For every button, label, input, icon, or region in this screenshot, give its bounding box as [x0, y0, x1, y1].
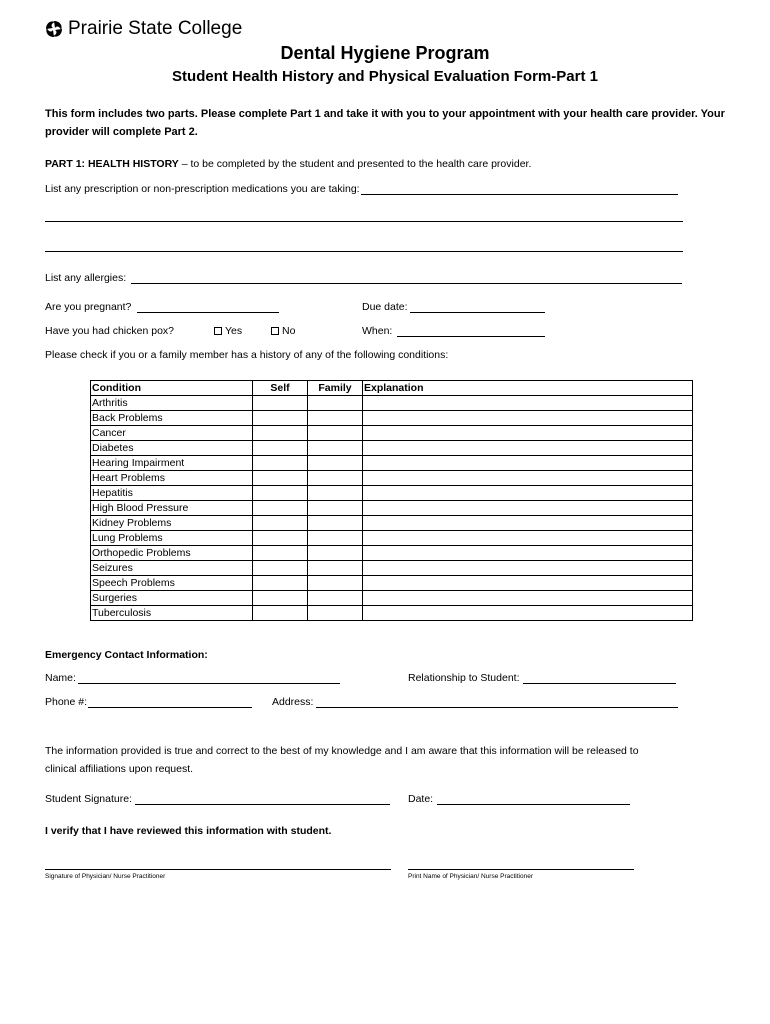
condition-name: Hepatitis: [91, 486, 253, 501]
allergies-field[interactable]: [131, 283, 682, 284]
table-row: [91, 546, 693, 561]
condition-name: Kidney Problems: [91, 516, 253, 531]
table-row: [91, 486, 693, 501]
physician-print-name-field[interactable]: [408, 869, 634, 870]
relationship-field[interactable]: [523, 683, 676, 684]
family-checkbox-cell[interactable]: [308, 516, 363, 531]
family-checkbox-cell[interactable]: [308, 471, 363, 486]
explanation-cell[interactable]: [363, 426, 693, 441]
family-checkbox-cell[interactable]: [308, 576, 363, 591]
family-checkbox-cell[interactable]: [308, 591, 363, 606]
student-signature-field[interactable]: [135, 804, 390, 805]
condition-name: Orthopedic Problems: [91, 546, 253, 561]
table-header-row: [91, 381, 693, 396]
college-logo: [44, 18, 242, 40]
form-title: Student Health History and Physical Evaluation Form-Part 1: [172, 68, 598, 85]
table-row: [91, 516, 693, 531]
allergies-label: List any allergies:: [45, 272, 127, 284]
medications-field-line-2[interactable]: [45, 221, 683, 222]
chicken-pox-label: Have you had chicken pox?: [45, 325, 174, 337]
conditions-table: [90, 380, 693, 621]
explanation-cell[interactable]: [363, 501, 693, 516]
explanation-cell[interactable]: [363, 591, 693, 606]
family-checkbox-cell[interactable]: [308, 411, 363, 426]
family-checkbox-cell[interactable]: [308, 606, 363, 621]
yes-label: Yes: [225, 325, 243, 337]
self-checkbox-cell[interactable]: [253, 456, 308, 471]
table-row: [91, 456, 693, 471]
name-field[interactable]: [78, 683, 340, 684]
part1-heading-line: [45, 158, 531, 170]
family-checkbox-cell[interactable]: [308, 456, 363, 471]
explanation-cell[interactable]: [363, 411, 693, 426]
self-checkbox-cell[interactable]: [253, 576, 308, 591]
condition-name: Heart Problems: [91, 471, 253, 486]
condition-name: Arthritis: [91, 396, 253, 411]
family-checkbox-cell[interactable]: [308, 396, 363, 411]
student-signature-label: Student Signature:: [45, 793, 132, 805]
self-checkbox-cell[interactable]: [253, 396, 308, 411]
table-row: [91, 606, 693, 621]
self-checkbox-cell[interactable]: [253, 531, 308, 546]
header-condition: Condition: [91, 381, 253, 396]
date-label: Date:: [408, 793, 434, 805]
due-date-field[interactable]: [410, 312, 545, 313]
verify-text: I verify that I have reviewed this information with student.: [45, 825, 332, 837]
when-field[interactable]: [397, 336, 545, 337]
conditions-prompt: Please check if you or a family member has a history of any of the following conditions:: [45, 349, 449, 361]
explanation-cell[interactable]: [363, 486, 693, 501]
condition-name: Hearing Impairment: [91, 456, 253, 471]
table-row: [91, 576, 693, 591]
explanation-cell[interactable]: [363, 441, 693, 456]
table-row: [91, 396, 693, 411]
self-checkbox-cell[interactable]: [253, 471, 308, 486]
family-checkbox-cell[interactable]: [308, 546, 363, 561]
self-checkbox-cell[interactable]: [253, 546, 308, 561]
when-label: When:: [362, 325, 393, 337]
physician-print-name-label: Print Name of Physician/ Nurse Practitioner: [408, 873, 533, 880]
psc-swirl-icon: [44, 19, 64, 39]
family-checkbox-cell[interactable]: [308, 531, 363, 546]
medications-field-line-3[interactable]: [45, 251, 683, 252]
condition-name: Tuberculosis: [91, 606, 253, 621]
condition-name: Diabetes: [91, 441, 253, 456]
explanation-cell[interactable]: [363, 546, 693, 561]
self-checkbox-cell[interactable]: [253, 606, 308, 621]
self-checkbox-cell[interactable]: [253, 561, 308, 576]
explanation-cell[interactable]: [363, 531, 693, 546]
college-name: Prairie State College: [68, 18, 243, 39]
explanation-cell[interactable]: [363, 471, 693, 486]
header-family: Family: [308, 381, 363, 396]
condition-name: Back Problems: [91, 411, 253, 426]
condition-name: Seizures: [91, 561, 253, 576]
emergency-heading: Emergency Contact Information:: [45, 649, 208, 661]
explanation-cell[interactable]: [363, 396, 693, 411]
condition-name: Lung Problems: [91, 531, 253, 546]
medications-label: List any prescription or non-prescription medications you are taking:: [45, 183, 360, 195]
part1-heading-rest: – to be completed by the student and presented to the health care provider.: [178, 158, 532, 170]
condition-name: Cancer: [91, 426, 253, 441]
medications-field[interactable]: [361, 194, 678, 195]
self-checkbox-cell[interactable]: [253, 426, 308, 441]
table-row: [91, 561, 693, 576]
relationship-label: Relationship to Student:: [408, 672, 520, 684]
no-checkbox[interactable]: [271, 327, 279, 335]
table-row: [91, 441, 693, 456]
date-field[interactable]: [437, 804, 630, 805]
header-self: Self: [253, 381, 308, 396]
name-label: Name:: [45, 672, 76, 684]
program-title: Dental Hygiene Program: [280, 43, 490, 63]
phone-field[interactable]: [88, 707, 252, 708]
self-checkbox-cell[interactable]: [253, 441, 308, 456]
condition-name: High Blood Pressure: [91, 501, 253, 516]
explanation-cell[interactable]: [363, 606, 693, 621]
intro-text: This form includes two parts. Please complete Part 1 and take it with you to your appointment with your health care provider. Your provider will complete Part 2.: [45, 108, 725, 138]
explanation-cell[interactable]: [363, 456, 693, 471]
self-checkbox-cell[interactable]: [253, 516, 308, 531]
attestation-text: The information provided is true and correct to the best of my knowledge and I am aware that this information will be released to clinical affiliations upon request.: [45, 745, 639, 775]
physician-signature-field[interactable]: [45, 869, 391, 870]
self-checkbox-cell[interactable]: [253, 501, 308, 516]
yes-checkbox[interactable]: [214, 327, 222, 335]
table-row: [91, 501, 693, 516]
condition-name: Speech Problems: [91, 576, 253, 591]
phone-label: Phone #:: [45, 696, 88, 708]
table-row: [91, 591, 693, 606]
self-checkbox-cell[interactable]: [253, 591, 308, 606]
yes-option[interactable]: [214, 325, 242, 337]
no-option[interactable]: [271, 325, 295, 337]
explanation-cell[interactable]: [363, 561, 693, 576]
explanation-cell[interactable]: [363, 576, 693, 591]
header-explanation: Explanation: [363, 381, 693, 396]
address-label: Address:: [272, 696, 314, 708]
physician-signature-label: Signature of Physician/ Nurse Practitioner: [45, 873, 166, 880]
pregnant-field[interactable]: [137, 312, 279, 313]
self-checkbox-cell[interactable]: [253, 486, 308, 501]
part1-heading: PART 1: HEALTH HISTORY: [45, 158, 179, 170]
family-checkbox-cell[interactable]: [308, 441, 363, 456]
explanation-cell[interactable]: [363, 516, 693, 531]
address-field[interactable]: [316, 707, 678, 708]
pregnant-label: Are you pregnant?: [45, 301, 132, 313]
table-row: [91, 471, 693, 486]
due-date-label: Due date:: [362, 301, 408, 313]
family-checkbox-cell[interactable]: [308, 426, 363, 441]
family-checkbox-cell[interactable]: [308, 501, 363, 516]
no-label: No: [282, 325, 296, 337]
table-row: [91, 411, 693, 426]
table-row: [91, 531, 693, 546]
table-row: [91, 426, 693, 441]
family-checkbox-cell[interactable]: [308, 486, 363, 501]
family-checkbox-cell[interactable]: [308, 561, 363, 576]
condition-name: Surgeries: [91, 591, 253, 606]
self-checkbox-cell[interactable]: [253, 411, 308, 426]
